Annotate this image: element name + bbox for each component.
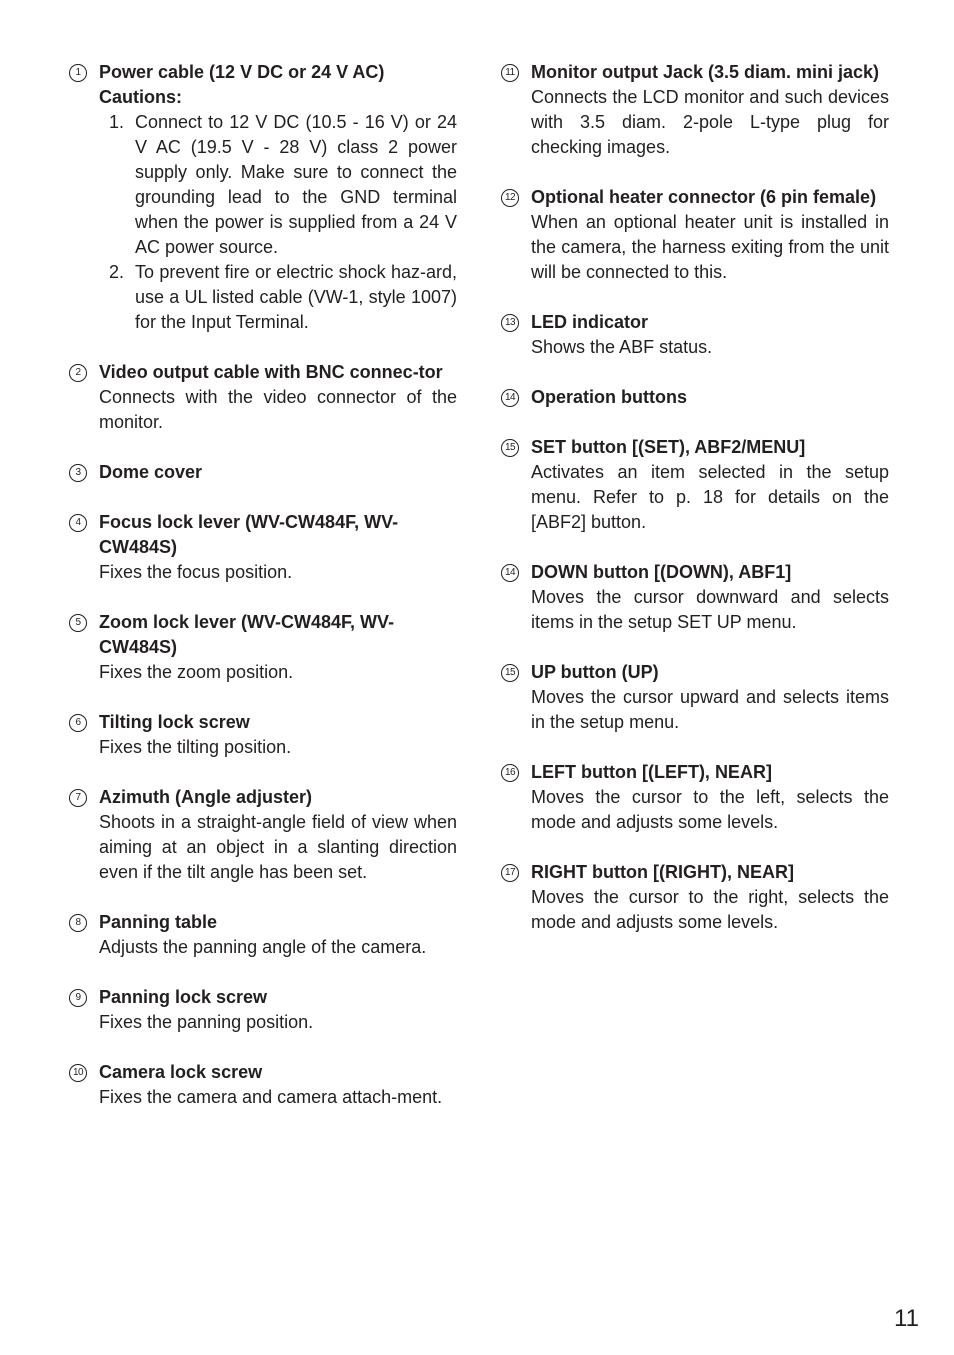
item-zoom-lock-lever [69, 610, 457, 685]
item-description: Fixes the tilting position. [99, 737, 292, 757]
right-column [501, 60, 889, 960]
item-description: Moves the cursor to the right, selects the mode and adjusts some levels. [531, 887, 889, 932]
item-left-button [501, 760, 889, 835]
item-number: 16 [501, 764, 519, 782]
item-title: Zoom lock lever (WV-CW484F, WV-CW484S) [99, 612, 395, 657]
item-title: LED indicator [531, 312, 649, 332]
item-panning-lock-screw [69, 985, 457, 1035]
item-description: Fixes the zoom position. [99, 662, 294, 682]
item-number: 3 [69, 464, 87, 482]
item-right-button [501, 860, 889, 935]
item-title: Panning lock screw [99, 987, 268, 1007]
item-number: 9 [69, 989, 87, 1007]
item-number: 15 [501, 439, 519, 457]
item-number: 5 [69, 614, 87, 632]
item-description: Fixes the panning position. [99, 1012, 314, 1032]
item-description: Connects with the video connector of the monitor. [99, 387, 457, 432]
item-title: Camera lock screw [99, 1062, 263, 1082]
item-description: Moves the cursor upward and selects items in the setup menu. [531, 687, 889, 732]
item-title: Azimuth (Angle adjuster) [99, 787, 313, 807]
item-tilting-lock-screw [69, 710, 457, 760]
item-up-button [501, 660, 889, 735]
item-number: 2 [69, 364, 87, 382]
item-number: 10 [69, 1064, 87, 1082]
item-description: Shoots in a straight-angle field of view when aiming at an object in a slanting direction even if the tilt angle has been set. [99, 812, 457, 882]
item-operation-buttons [501, 385, 889, 410]
item-title: RIGHT button [(RIGHT), NEAR] [531, 862, 794, 882]
item-focus-lock-lever [69, 510, 457, 585]
item-description: Moves the cursor to the left, selects the mode and adjusts some levels. [531, 787, 889, 832]
item-description: Shows the ABF status. [531, 337, 713, 357]
item-number: 11 [501, 64, 519, 82]
page-number: 11 [894, 1305, 919, 1332]
item-down-button [501, 560, 889, 635]
item-description: Activates an item selected in the setup menu. Refer to p. 18 for details on the [ABF2] button. [531, 462, 889, 532]
item-title: UP button (UP) [531, 662, 659, 682]
caution-text: To prevent fire or electric shock haz-ard, use a UL listed cable (VW-1, style 1007) for the Input Terminal. [135, 262, 457, 332]
item-title: Optional heater connector (6 pin female) [531, 187, 877, 207]
item-number: 13 [501, 314, 519, 332]
item-description: Fixes the focus position. [99, 562, 293, 582]
cautions-heading: Cautions: [99, 87, 182, 107]
item-number: 8 [69, 914, 87, 932]
item-number: 1 [69, 64, 87, 82]
item-title: SET button [(SET), ABF2/MENU] [531, 437, 806, 457]
caution-item [99, 110, 457, 260]
item-title: Operation buttons [531, 387, 687, 407]
item-power-cable [69, 60, 457, 335]
item-title: Video output cable with BNC connec-tor [99, 362, 443, 382]
item-heater-connector [501, 185, 889, 285]
item-video-output-cable [69, 360, 457, 435]
item-camera-lock-screw [69, 1060, 457, 1110]
item-title: Panning table [99, 912, 218, 932]
item-title: DOWN button [(DOWN), ABF1] [531, 562, 792, 582]
item-panning-table [69, 910, 457, 960]
item-number: 15 [501, 664, 519, 682]
caution-item [99, 260, 457, 335]
item-number: 17 [501, 864, 519, 882]
item-title: Monitor output Jack (3.5 diam. mini jack) [531, 62, 880, 82]
item-title: Power cable (12 V DC or 24 V AC) [99, 62, 385, 82]
item-description: Fixes the camera and camera attach-ment. [99, 1087, 443, 1107]
item-description: Moves the cursor downward and selects items in the setup SET UP menu. [531, 587, 889, 632]
item-azimuth [69, 785, 457, 885]
caution-number: 1. [109, 112, 125, 132]
cautions-list [99, 110, 457, 335]
caution-text: Connect to 12 V DC (10.5 - 16 V) or 24 V AC (19.5 V - 28 V) class 2 power supply only. Make sure to connect the grounding lead to the GND terminal when the power is supplied from a 24 V AC power source. [135, 112, 457, 257]
item-dome-cover [69, 460, 457, 485]
item-title: Dome cover [99, 462, 203, 482]
caution-number: 2. [109, 262, 125, 282]
item-number: 12 [501, 189, 519, 207]
item-description: Adjusts the panning angle of the camera. [99, 937, 427, 957]
left-column [69, 60, 457, 1135]
item-title: Tilting lock screw [99, 712, 250, 732]
item-number: 6 [69, 714, 87, 732]
item-title: Focus lock lever (WV-CW484F, WV-CW484S) [99, 512, 399, 557]
item-monitor-output-jack [501, 60, 889, 160]
item-number: 7 [69, 789, 87, 807]
item-number: 4 [69, 514, 87, 532]
item-set-button [501, 435, 889, 535]
item-number: 14 [501, 564, 519, 582]
item-number: 14 [501, 389, 519, 407]
item-description: When an optional heater unit is installed in the camera, the harness exiting from the unit will be connected to this. [531, 212, 889, 282]
item-description: Connects the LCD monitor and such devices with 3.5 diam. 2-pole L-type plug for checking images. [531, 87, 889, 157]
item-led-indicator [501, 310, 889, 360]
item-title: LEFT button [(LEFT), NEAR] [531, 762, 772, 782]
